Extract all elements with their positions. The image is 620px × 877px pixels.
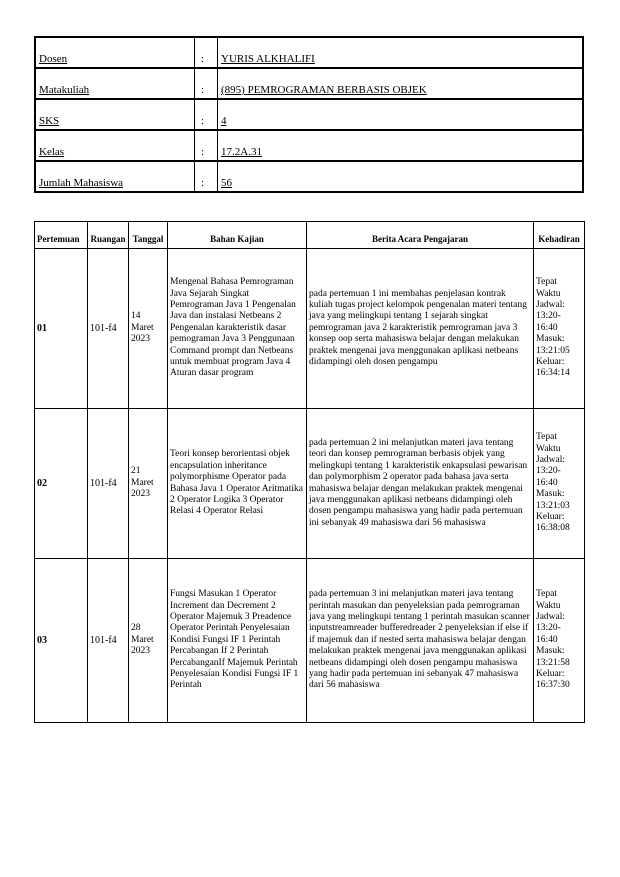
cell-pertemuan: 02	[35, 409, 88, 559]
info-label: Kelas	[35, 130, 195, 161]
cell-berita-acara: pada pertemuan 3 ini melanjutkan materi java tentang perintah masukan dan penyeleksian pada pemrograman java yang melingkupi tentang 1 perintah masukan scanner inputstreamreader bufferedreader 2 penyeleksian if else if if majemuk dan if nested serta mahasiswa belajar dengan melakukan praktek mengenai java menggunakan aplikasi netbeans didampingi oleh dosen pengampu mahasiswa yang hadir pada pertemuan ini sebanyak 47 mahasiswa dari 56 mahasiswa	[307, 559, 534, 723]
table-row	[35, 249, 585, 409]
info-label: Jumlah Mahasiswa	[35, 161, 195, 192]
info-row-jumlah-mahasiswa	[35, 161, 583, 192]
header-pertemuan: Pertemuan	[35, 222, 88, 249]
header-tanggal: Tanggal	[129, 222, 168, 249]
cell-kehadiran: Tepat Waktu Jadwal: 13:20-16:40 Masuk: 13:21:03 Keluar: 16:38:08	[534, 409, 585, 559]
info-row-dosen	[35, 37, 583, 68]
cell-tanggal: 28 Maret 2023	[129, 559, 168, 723]
cell-ruangan: 101-f4	[88, 249, 129, 409]
cell-pertemuan: 03	[35, 559, 88, 723]
cell-bahan-kajian: Fungsi Masukan 1 Operator Increment dan Decrement 2 Operator Majemuk 3 Preadence Operator Perintah Penyelesaian Kondisi Fungsi IF 1 Perintah Percabangan If 2 Perintah PercabanganIf Majemuk Perintah Penyelesaian Kondisi Fungsi IF 1 Perintah	[168, 559, 307, 723]
info-value-sks: 4	[218, 99, 584, 130]
cell-pertemuan: 01	[35, 249, 88, 409]
info-row-kelas	[35, 130, 583, 161]
cell-bahan-kajian: Mengenal Bahasa Pemrograman Java Sejarah Singkat Pemrograman Java 1 Pengenalan Java dan instalasi Netbeans 2 Pengenalan karakteristik dasar pemograman Java 3 Penggunaan Command prompt dan Netbeans untuk membuat program Java 4 Aturan dasar program	[168, 249, 307, 409]
cell-tanggal: 14 Maret 2023	[129, 249, 168, 409]
cell-berita-acara: pada pertemuan 2 ini melanjutkan materi java tentang teori dan konsep pemrograman berbasis objek yang melingkupi tentang 1 karakteristik enkapsulasi pewarisan dan polymorphism 2 operator pada bahasa java serta mahasiswa belajar dengan melakukan praktek mengenai java menggunakan aplikasi netbeans didampingi oleh dosen pengampu mahasiswa yang hadir pada pertemuan ini sebanyak 49 mahasiswa dari 56 mahasiswa	[307, 409, 534, 559]
cell-ruangan: 101-f4	[88, 559, 129, 723]
cell-kehadiran: Tepat Waktu Jadwal: 13:20-16:40 Masuk: 13:21:05 Keluar: 16:34:14	[534, 249, 585, 409]
info-separator: :	[195, 99, 218, 130]
info-separator: :	[195, 68, 218, 99]
info-separator: :	[195, 130, 218, 161]
header-kehadiran: Kehadiran	[534, 222, 585, 249]
info-label: Dosen	[35, 37, 195, 68]
info-value-dosen: YURIS ALKHALIFI	[218, 37, 584, 68]
cell-tanggal: 21 Maret 2023	[129, 409, 168, 559]
header-berita-acara: Berita Acara Pengajaran	[307, 222, 534, 249]
header-ruangan: Ruangan	[88, 222, 129, 249]
cell-kehadiran: Tepat Waktu Jadwal: 13:20-16:40 Masuk: 13:21:58 Keluar: 16:37:30	[534, 559, 585, 723]
info-label: Matakuliah	[35, 68, 195, 99]
info-label: SKS	[35, 99, 195, 130]
table-row	[35, 559, 585, 723]
header-bahan-kajian: Bahan Kajian	[168, 222, 307, 249]
meeting-schedule-table	[34, 221, 585, 723]
info-separator: :	[195, 161, 218, 192]
info-value-matakuliah: (895) PEMROGRAMAN BERBASIS OBJEK	[218, 68, 584, 99]
cell-ruangan: 101-f4	[88, 409, 129, 559]
cell-bahan-kajian: Teori konsep berorientasi objek encapsulation inheritance polymorphisme Operator pada Bahasa Java 1 Operator Aritmatika 2 Operator Logika 3 Operator Relasi 4 Operator Relasi	[168, 409, 307, 559]
schedule-header-row	[35, 222, 585, 249]
cell-berita-acara: pada pertemuan 1 ini membahas penjelasan kontrak kuliah tugas project kelompok pengenalan materi tentang java yang melingkupi tentang 1 sejarah singkat pemrograman java 2 karakteristik pemrograman java 3 konsep oop serta mahasiswa belajar dengan melakukan praktek mengenai java menggunakan aplikasi netbeans didampingi oleh dosen pengampu	[307, 249, 534, 409]
table-row	[35, 409, 585, 559]
info-row-matakuliah	[35, 68, 583, 99]
info-separator: :	[195, 37, 218, 68]
info-row-sks	[35, 99, 583, 130]
info-value-jumlah-mahasiswa: 56	[218, 161, 584, 192]
course-info-table	[34, 36, 584, 193]
info-value-kelas: 17.2A.31	[218, 130, 584, 161]
